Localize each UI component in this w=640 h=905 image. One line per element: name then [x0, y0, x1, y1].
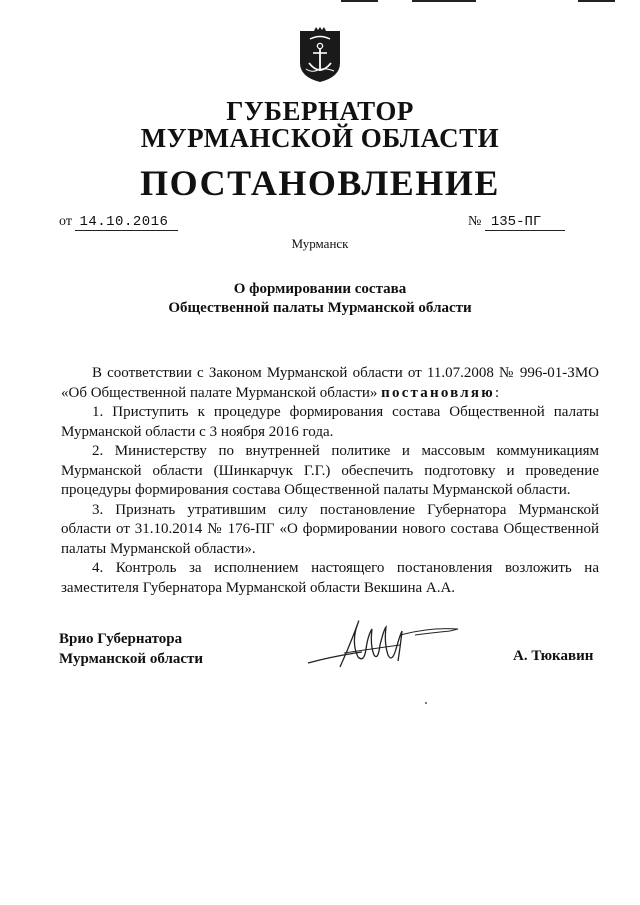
city-label: Мурманск: [291, 236, 349, 251]
issuer-title-line-2: МУРМАНСКОЙ ОБЛАСТИ: [140, 123, 500, 153]
clause-paragraph: 1. Приступить к процедуре формирования состава Общественной палаты Мурманской области с 3 ноября 2016 года.: [61, 404, 599, 440]
clause-paragraph: 4. Контроль за исполнением настоящего постановления возложить на заместителя Губернатора Мурманской области Векшина А.А.: [61, 560, 599, 596]
top-rule-left: [341, 0, 378, 2]
preamble-paragraph: [61, 364, 599, 403]
coat-of-arms-emblem: [298, 27, 342, 83]
decree-word: постановляю: [381, 384, 495, 401]
clause-paragraph: 2. Министерству по внутренней политике и массовым коммуникациям Мурманской области (Шинкарчук Г.Г.) обеспечить подготовку и проведение процедуры формирования состава Общественной палаты Мурманской области.: [61, 443, 599, 498]
signatory-position-line-1: Врио Губернатора: [59, 631, 183, 647]
document-number: 135-ПГ: [485, 214, 565, 231]
preamble-text: В соответствии с Законом Мурманской области от 11.07.2008 № 996-01-ЗМО «Об Общественной палате Мурманской области»: [61, 365, 599, 401]
top-rule-right: [578, 0, 615, 2]
document-number-row: [468, 214, 565, 231]
decree-colon: :: [494, 384, 500, 401]
number-prefix: №: [468, 214, 482, 229]
subject-line-1: О формировании состава: [233, 281, 407, 297]
handwritten-signature: [300, 605, 470, 675]
document-type-heading: ПОСТАНОВЛЕНИЕ: [140, 163, 500, 203]
date-prefix: от: [59, 214, 72, 229]
subject-line-2: Общественной палаты Мурманской области: [168, 300, 472, 316]
clause-paragraph: 3. Признать утратившим силу постановление Губернатора Мурманской области от 31.10.2014 № 176-ПГ «О формировании нового состава Общественной палаты Мурманской области».: [61, 501, 599, 557]
signatory-name: А. Тюкавин: [513, 648, 594, 664]
scan-speck: [425, 702, 427, 704]
top-rule-center: [412, 0, 476, 2]
issuer-title-line-1: ГУБЕРНАТОР: [226, 96, 414, 126]
document-body: [61, 364, 599, 598]
signatory-position: [59, 629, 203, 669]
signatory-position-line-2: Мурманской области: [59, 651, 204, 667]
document-date: 14.10.2016: [75, 214, 178, 231]
document-date-row: [59, 214, 178, 231]
